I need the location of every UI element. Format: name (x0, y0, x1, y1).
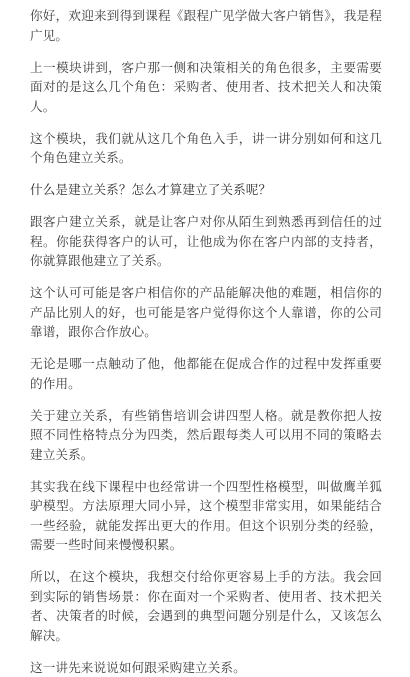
paragraph-roles-recap: 上一模块讲到，客户那一侧和决策相关的角色很多，主要需要面对的是这么几个角色：采购者、使用者、技术把关人和决策人。 (30, 58, 382, 117)
paragraph-method: 所以，在这个模块，我想交付给你更容易上手的方法。我会回到实际的销售场景：你在面对一个采购者、使用者、技术把关者、决策者的时候，会遇到的典型问题分别是什么，又该怎么解决。 (30, 567, 382, 645)
paragraph-four-types: 关于建立关系，有些销售培训会讲四型人格。就是教你把人按照不同性格特点分为四类，然后跟每类人可以用不同的策略去建立关系。 (30, 406, 382, 465)
paragraph-definition: 跟客户建立关系，就是让客户对你从陌生到熟悉再到信任的过程。你能获得客户的认可，让他成为你在客户内部的支持者，你就算跟他建立了关系。 (30, 212, 382, 271)
paragraph-closing: 这一讲先来说说如何跟采购建立关系。 (30, 658, 382, 677)
paragraph-module-overview: 这个模块，我们就从这几个角色入手，讲一讲分别如何和这几个角色建立关系。 (30, 129, 382, 168)
paragraph-recognition: 这个认可可能是客户相信你的产品能解决他的难题，相信你的产品比别人的好，也可能是客户觉得你这个人靠谱，你的公司靠谱，跟你合作放心。 (30, 283, 382, 342)
paragraph-question: 什么是建立关系？怎么才算建立了关系呢？ (30, 180, 382, 200)
paragraph-intro: 你好，欢迎来到得到课程《跟程广见学做大客户销售》，我是程广见。 (30, 6, 382, 45)
paragraph-model: 其实我在线下课程中也经常讲一个四型性格模型，叫做鹰羊狐驴模型。方法原理大同小异，这个模型非常实用，如果能结合一些经验，就能发挥出更大的作用。但这个识别分类的经验，需要一些时间来慢慢积累。 (30, 477, 382, 555)
paragraph-impact: 无论是哪一点触动了他，他都能在促成合作的过程中发挥重要的作用。 (30, 354, 382, 393)
